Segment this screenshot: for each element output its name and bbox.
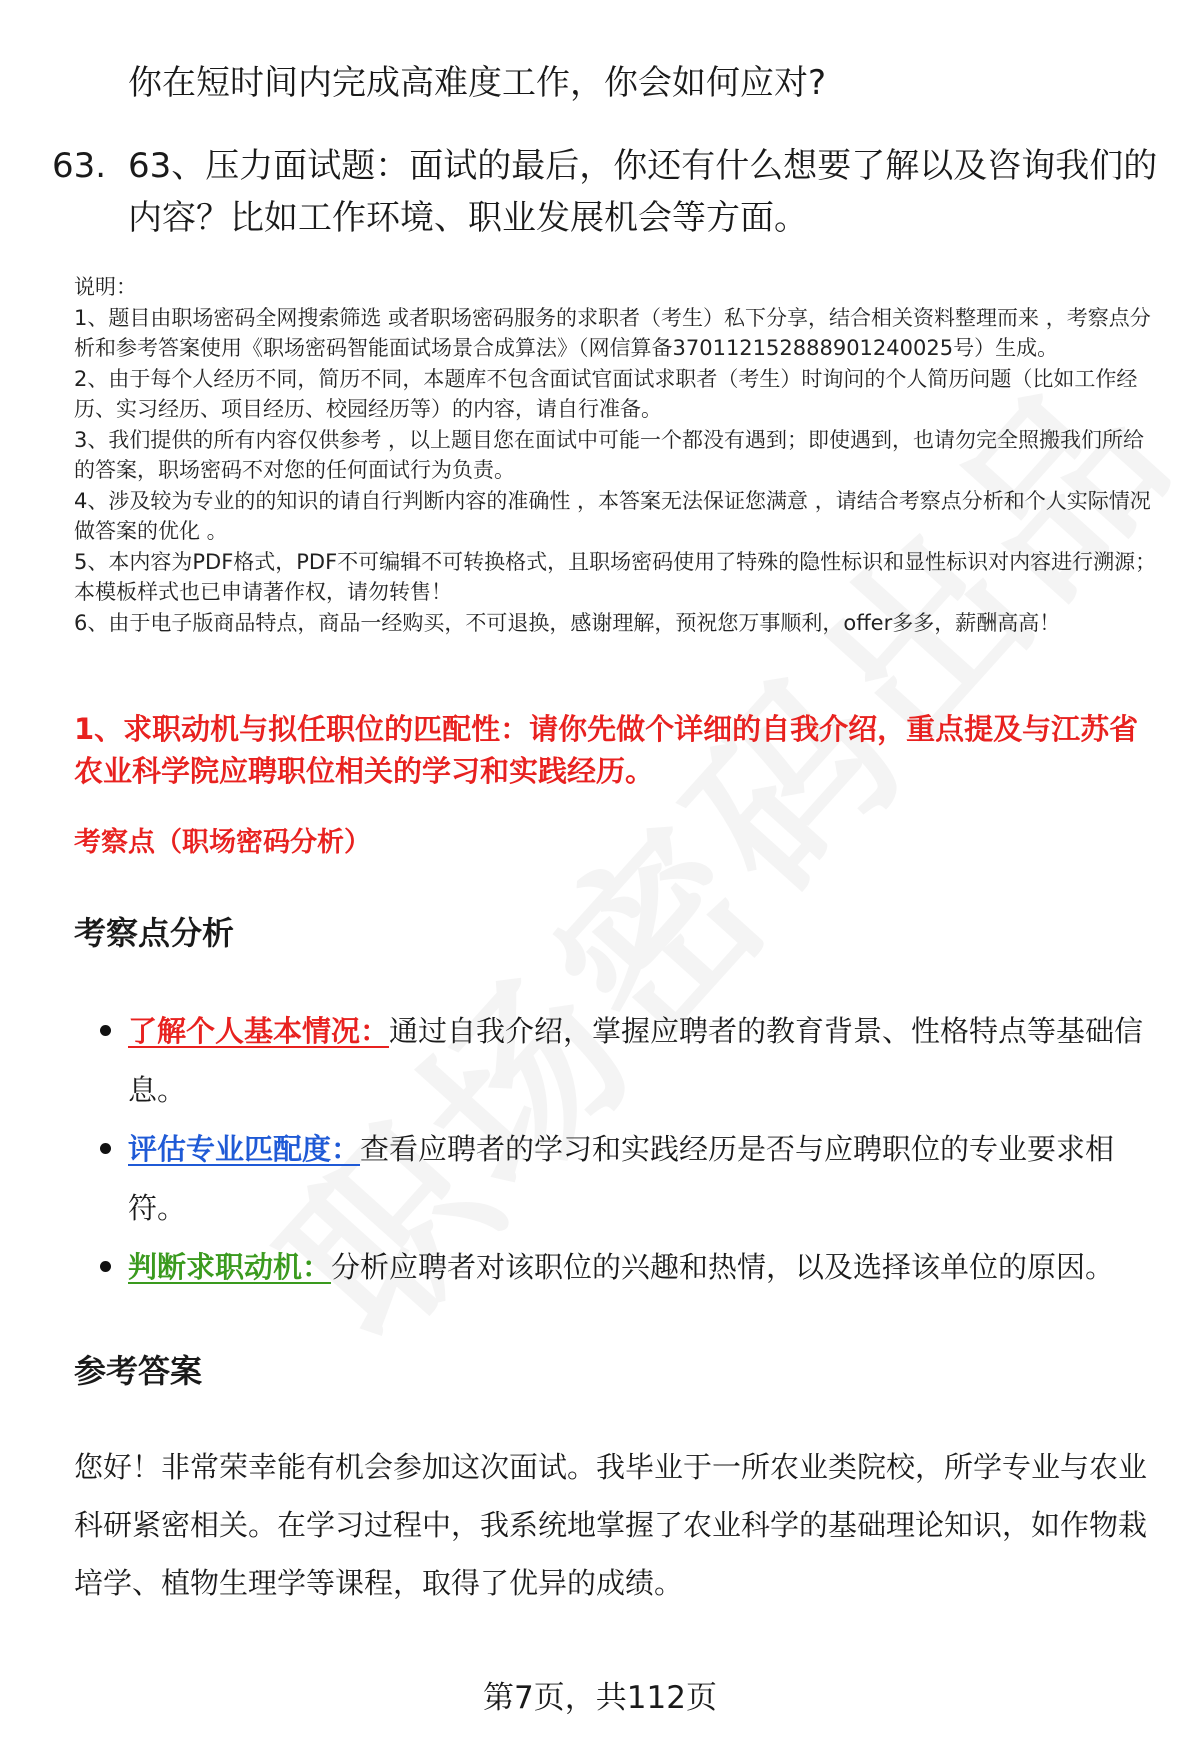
bullet-dot-icon — [100, 1261, 111, 1272]
question-number: 63. — [52, 146, 107, 186]
list-item — [100, 1238, 1160, 1297]
question-text: 63、压力面试题：面试的最后，你还有什么想要了解以及咨询我们的内容？比如工作环境、职业发展机会等方面。 — [128, 146, 1158, 238]
note-item: 4、涉及较为专业的的知识的请自行判断内容的准确性 ，本答案无法保证您满意 ，请结合考察点分析和个人实际情况做答案的优化 。 — [74, 488, 1151, 543]
page-footer: 第7页，共112页 — [483, 1680, 717, 1716]
question-1-heading: 1、求职动机与拟任职位的匹配性：请你先做个详细的自我介绍，重点提及与江苏省农业科学院应聘职位相关的学习和实践经历。 — [74, 712, 1139, 788]
list-item — [100, 1120, 1160, 1238]
bullet-text: 查看应聘者的学习和实践经历是否与应聘职位的专业要求相符。 — [128, 1132, 1115, 1225]
bullet-label: 了解个人基本情况： — [128, 1014, 390, 1048]
answer-paragraph: 您好！非常荣幸能有机会参加这次面试。我毕业于一所农业类院校，所学专业与农业科研紧密相关。在学习过程中，我系统地掌握了农业科学的基础理论知识，如作物栽培学、植物生理学等课程，取得了优异的成绩。 — [74, 1450, 1148, 1600]
note-item: 3、我们提供的所有内容仅供参考 ，以上题目您在面试中可能一个都没有遇到；即使遇到，也请勿完全照搬我们所给的答案，职场密码不对您的任何面试行为负责。 — [74, 427, 1145, 482]
note-item: 1、题目由职场密码全网搜索筛选 或者职场密码服务的求职者（考生）私下分享，结合相关资料整理而来 ，考察点分析和参考答案使用《职场密码智能面试场景合成算法》（网信算备370112152888901240025号）生成。 — [74, 305, 1151, 360]
bullet-label: 判断求职动机： — [128, 1250, 332, 1284]
question-continuation: 你在短时间内完成高难度工作，你会如何应对? — [128, 63, 827, 103]
question-63 — [52, 140, 1162, 244]
analysis-bullet-list — [100, 1002, 1160, 1297]
notes-section — [74, 272, 1164, 638]
kaochadian-label: 考察点（职场密码分析） — [74, 827, 371, 858]
bullet-label: 评估专业匹配度： — [128, 1132, 361, 1166]
bullet-text: 通过自我介绍，掌握应聘者的教育背景、性格特点等基础信息。 — [128, 1014, 1144, 1107]
bullet-dot-icon — [100, 1143, 111, 1154]
note-item: 6、由于电子版商品特点，商品一经购买，不可退换，感谢理解，预祝您万事顺利，offer多多，薪酬高高！ — [74, 610, 1061, 635]
notes-title: 说明： — [74, 275, 137, 299]
list-item — [100, 1002, 1160, 1120]
note-item: 2、由于每个人经历不同，简历不同，本题库不包含面试官面试求职者（考生）时询问的个人简历问题（比如工作经历、实习经历、项目经历、校园经历等）的内容，请自行准备。 — [74, 366, 1138, 421]
bullet-text: 分析应聘者对该职位的兴趣和热情，以及选择该单位的原因。 — [331, 1250, 1115, 1284]
answer-heading: 参考答案 — [74, 1352, 203, 1390]
analysis-heading: 考察点分析 — [74, 914, 235, 952]
bullet-dot-icon — [100, 1025, 111, 1036]
note-item: 5、本内容为PDF格式，PDF不可编辑不可转换格式，且职场密码使用了特殊的隐性标识和显性标识对内容进行溯源；本模板样式也已申请著作权，请勿转售！ — [74, 549, 1157, 604]
